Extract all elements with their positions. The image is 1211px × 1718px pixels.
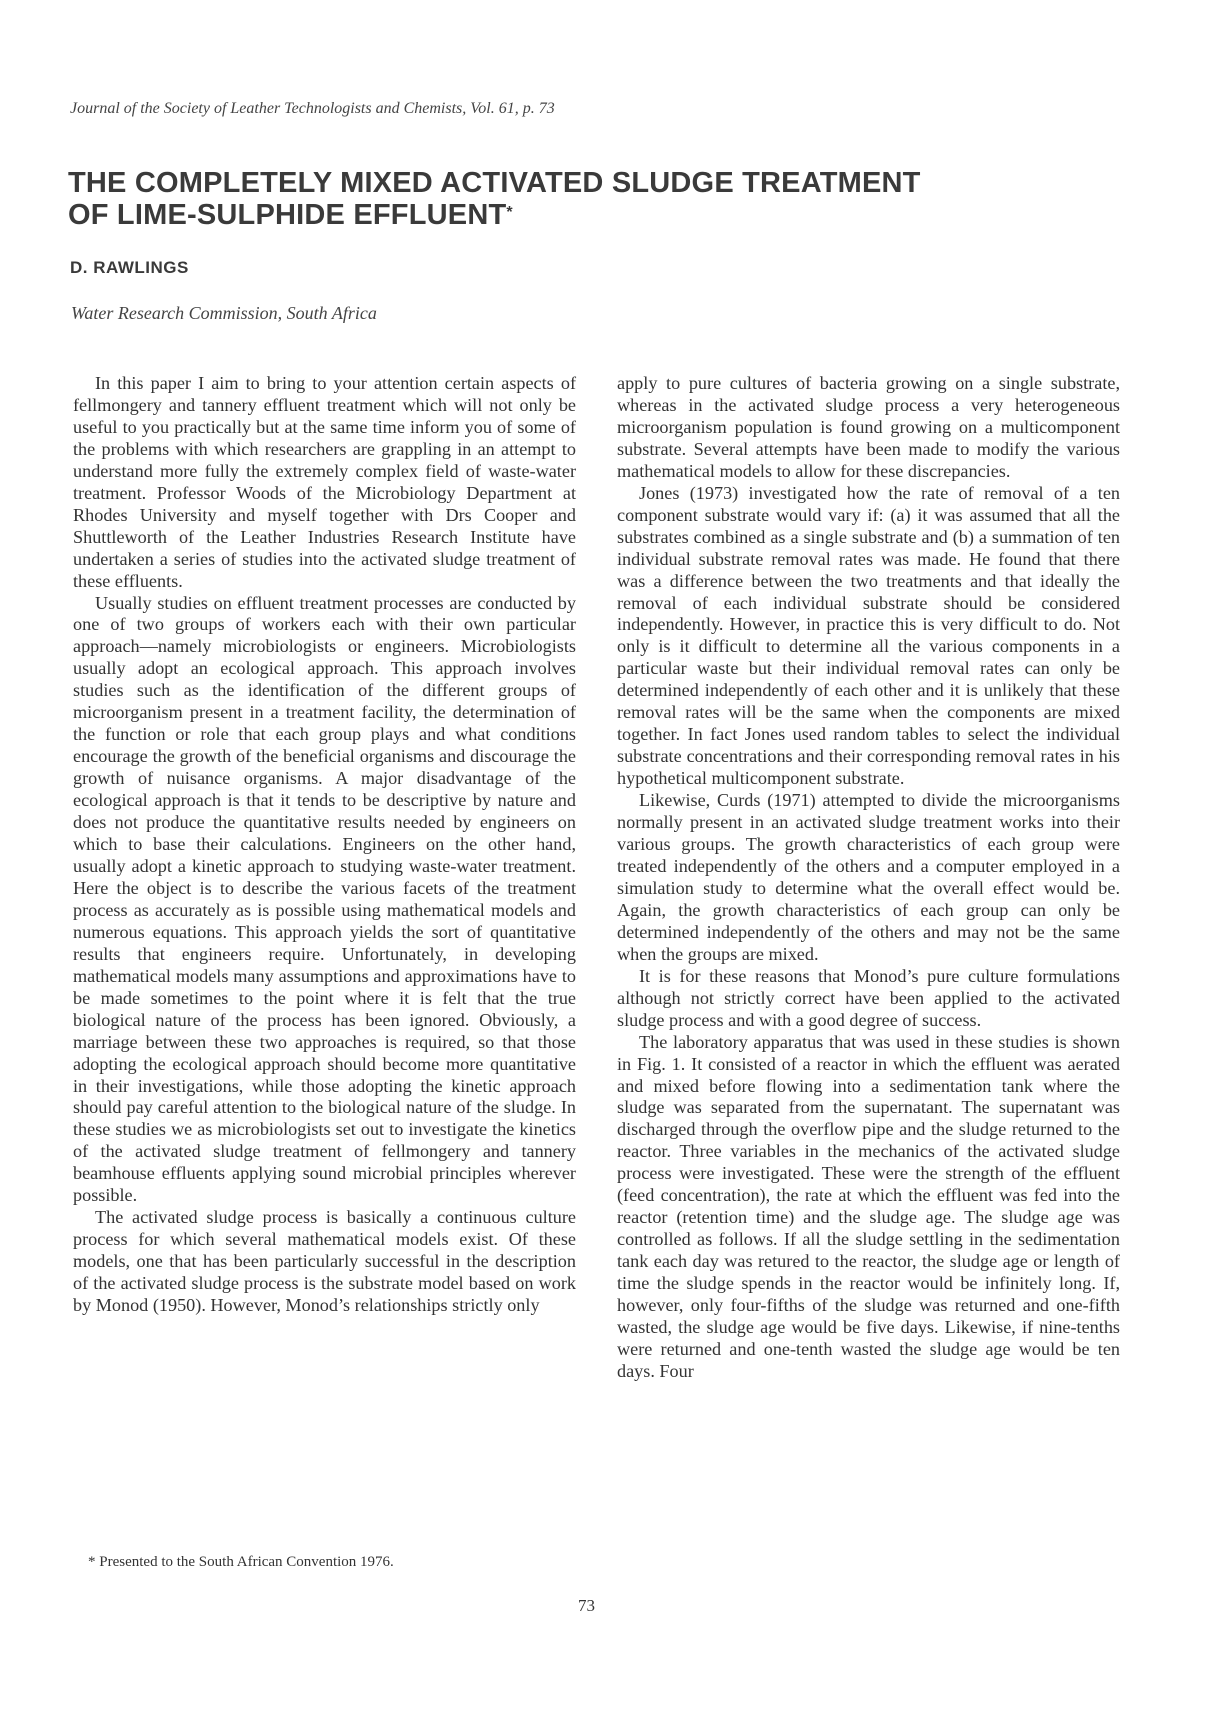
paragraph: Jones (1973) investigated how the rate of removal of a ten component substrate would vary if: (a) it was assumed that all the substrates combined as a single substrate and (b) a summation of ten individual substrate removal rates was made. He found that there was a difference between the two treatments and that ideally the removal of each individual substrate should be considered independently. However, in practice this is very difficult to do. Not only is it difficult to determine all the various components in a particular waste but their individual removal rates can only be determined independently of each other and it is unlikely that these removal rates will be the same when the components are mixed together. In fact Jones used random tables to select the individual substrate concentrations and their corresponding removal rates in his hypothetical multicomponent substrate. [617, 482, 1120, 789]
left-column [73, 373, 576, 1317]
paragraph: Usually studies on effluent treatment processes are conducted by one of two groups of workers each with their own particular approach—namely microbiologists or engineers. Microbiologists usually adopt an ecological approach. This approach involves studies such as the identification of the different groups of microorganism present in a treatment facility, the determination of the function or role that each group plays and what conditions encourage the growth of the beneficial organisms and discourage the growth of nuisance organisms. A major disadvantage of the ecological approach is that it tends to be descriptive by nature and does not produce the quantitative results needed by engineers on which to base their calculations. Engineers on the other hand, usually adopt a kinetic approach to studying waste-water treatment. Here the object is to describe the various facets of the treatment process as accurately as is possible using mathematical models and numerous equations. This approach yields the sort of quantitative results that engineers require. Unfortunately, in developing mathematical models many assumptions and approximations have to be made sometimes to the point where it is felt that the true biological nature of the process has been ignored. Obviously, a marriage between these two approaches is required, so that those adopting the ecological approach should become more quantitative in their investigations, while those adopting the kinetic approach should pay careful attention to the biological nature of the sludge. In these studies we as microbiologists set out to investigate the kinetics of the activated sludge treatment of fellmongery and tannery beamhouse effluents applying sound microbial principles wherever possible. [73, 592, 576, 1206]
right-column [617, 373, 1120, 1383]
title-footnote-marker: * [506, 204, 513, 221]
running-head: Journal of the Society of Leather Technologists and Chemists, Vol. 61, p. 73 [70, 100, 555, 117]
paragraph: Likewise, Curds (1971) attempted to divide the microorganisms normally present in an activated sludge treatment works into their various groups. The growth characteristics of each group were treated independently of the others and a computer employed in a simulation study to determine what the overall effect would be. Again, the growth characteristics of each group can only be determined independently of the others and may not be the same when the groups are mixed. [617, 790, 1120, 964]
author-name: D. RAWLINGS [70, 258, 189, 277]
author-affiliation: Water Research Commission, South Africa [71, 303, 377, 323]
paragraph: In this paper I aim to bring to your attention certain aspects of fellmongery and tannery effluent treatment which will not only be useful to you practically but at the same time inform you of some of the problems with which researchers are grappling in an attempt to understand more fully the extremely complex field of waste-water treatment. Professor Woods of the Microbiology Department at Rhodes University and myself together with Drs Cooper and Shuttleworth of the Leather Industries Research Institute have undertaken a series of studies into the activated sludge treatment of these effluents. [73, 373, 576, 591]
footnote: * Presented to the South African Convention 1976. [88, 1554, 394, 1570]
page-number: 73 [578, 1596, 595, 1615]
article-title [68, 167, 1128, 231]
title-line-2: OF LIME-SULPHIDE EFFLUENT [68, 199, 507, 231]
paragraph: It is for these reasons that Monod’s pure culture formulations although not strictly correct have been applied to the activated sludge process and with a good degree of success. [617, 965, 1120, 1030]
paragraph: The laboratory apparatus that was used in these studies is shown in Fig. 1. It consisted of a reactor in which the effluent was aerated and mixed before flowing into a sedimentation tank where the sludge was separated from the supernatant. The supernatant was discharged through the overflow pipe and the sludge returned to the reactor. Three variables in the mechanics of the activated sludge process were investigated. These were the strength of the effluent (feed concentration), the rate at which the effluent was fed into the reactor (retention time) and the sludge age. The sludge age was controlled as follows. If all the sludge settling in the sedimentation tank each day was retured to the reactor, the sludge age or length of time the sludge spends in the reactor would be infinitely long. If, however, only four-fifths of the sludge was returned and one-fifth wasted, the sludge age would be five days. Likewise, if nine-tenths were returned and one-tenth wasted the sludge age would be ten days. Four [617, 1031, 1120, 1381]
paragraph: The activated sludge process is basically a continuous culture process for which several mathematical models exist. Of these models, one that has been particularly successful in the description of the activated sludge process is the substrate model based on work by Monod (1950). However, Monod’s relationships strictly only [73, 1207, 576, 1316]
paragraph: apply to pure cultures of bacteria growing on a single substrate, whereas in the activated sludge process a very heterogeneous microorganism population is found growing on a multicomponent substrate. Several attempts have been made to modify the various mathematical models to allow for these discrepancies. [617, 373, 1120, 481]
title-line-1: THE COMPLETELY MIXED ACTIVATED SLUDGE TREATMENT [68, 167, 921, 199]
